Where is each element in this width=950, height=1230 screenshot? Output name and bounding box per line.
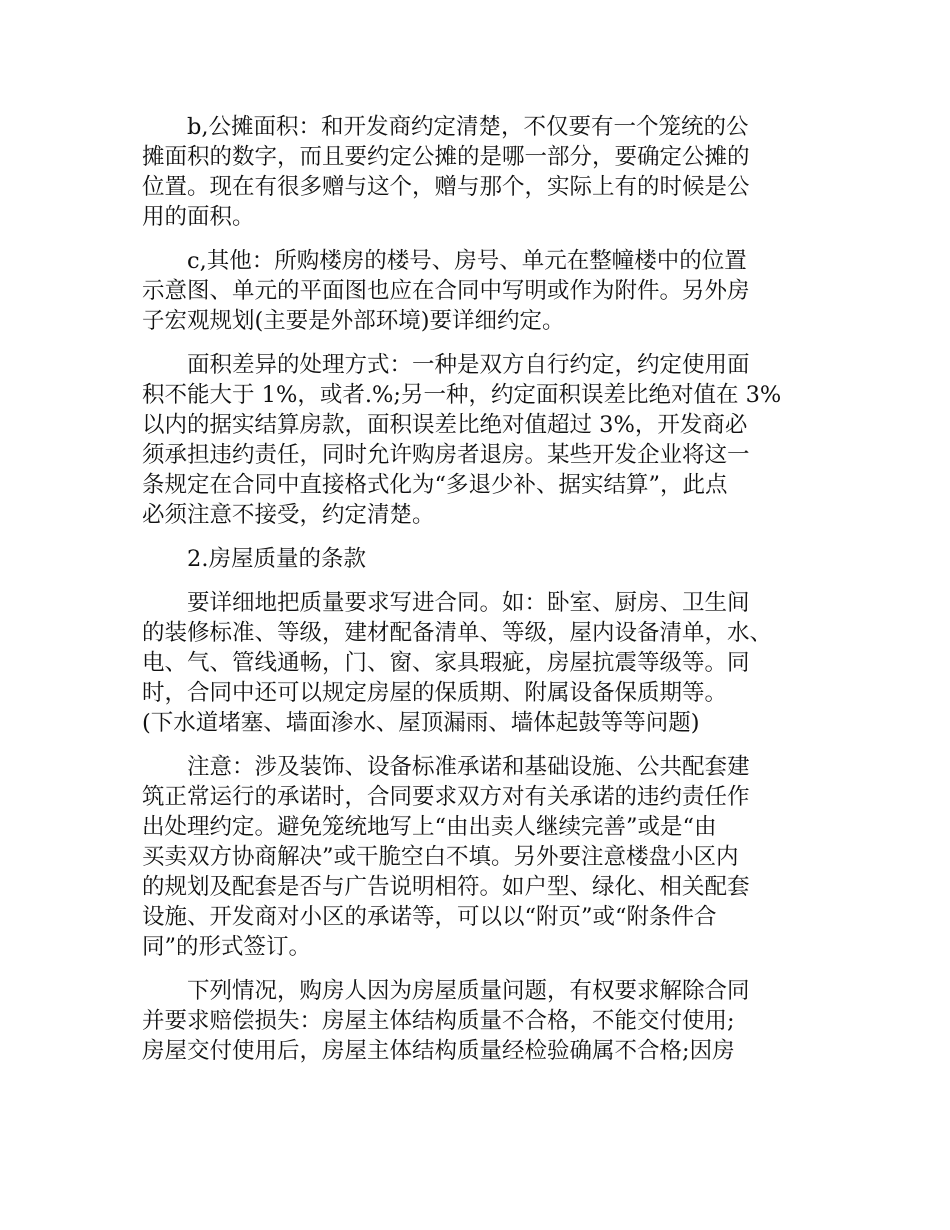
- text-line: 用的面积。: [142, 204, 255, 230]
- text-line: 以内的据实结算房款，面积误差比绝对值超过 3%，开发商必: [142, 412, 748, 438]
- text-line: 下列情况，购房人因为房屋质量问题，有权要求解除合同: [187, 978, 750, 1004]
- text-line: c,其他：所购楼房的楼号、房号、单元在整幢楼中的位置: [187, 248, 747, 274]
- text-line: 摊面积的数字，而且要约定公摊的是哪一部分，要确定公摊的: [142, 144, 750, 170]
- text-line: 位置。现在有很多赠与这个，赠与那个，实际上有的时候是公: [142, 174, 750, 200]
- section-heading: 2.房屋质量的条款: [187, 546, 366, 572]
- paragraph-shared-area: [142, 112, 822, 232]
- text-line: 电、气、管线通畅，门、窗、家具瑕疵，房屋抗震等级等。同: [142, 650, 750, 676]
- text-line: 面积差异的处理方式：一种是双方自行约定，约定使用面: [187, 352, 750, 378]
- text-line: 示意图、单元的平面图也应在合同中写明或作为附件。另外房: [142, 278, 750, 304]
- text-line: 出处理约定。避免笼统地写上“由出卖人继续完善”或是“由: [142, 814, 717, 840]
- text-line: b,公摊面积：和开发商约定清楚，不仅要有一个笼统的公: [187, 114, 749, 140]
- text-line: 注意：涉及装饰、设备标准承诺和基础设施、公共配套建: [187, 754, 750, 780]
- text-line: 须承担违约责任，同时允许购房者退房。某些开发企业将这一: [142, 442, 750, 468]
- paragraph-note: [142, 752, 822, 962]
- text-line: 的规划及配套是否与广告说明相符。如户型、绿化、相关配套: [142, 874, 750, 900]
- text-line: 条规定在合同中直接格式化为“多退少补、据实结算”，此点: [142, 472, 728, 498]
- text-line: 必须注意不接受，约定清楚。: [142, 502, 435, 528]
- section-heading-housing-quality: [142, 544, 822, 574]
- paragraph-other: [142, 246, 822, 336]
- text-line: 同”的形式签订。: [142, 934, 312, 960]
- paragraph-area-difference: [142, 350, 822, 530]
- document-body: [142, 112, 822, 1080]
- text-line: 房屋交付使用后，房屋主体结构质量经检验确属不合格;因房: [142, 1038, 735, 1064]
- text-line: 买卖双方协商解决”或干脆空白不填。另外要注意楼盘小区内: [142, 844, 739, 870]
- text-line: 并要求赔偿损失：房屋主体结构质量不合格，不能交付使用;: [142, 1008, 735, 1034]
- paragraph-termination-rights: [142, 976, 822, 1066]
- paragraph-quality-requirements: [142, 588, 822, 738]
- text-line: (下水道堵塞、墙面渗水、屋顶漏雨、墙体起鼓等等问题): [142, 710, 700, 736]
- text-line: 要详细地把质量要求写进合同。如：卧室、厨房、卫生间: [187, 590, 750, 616]
- text-line: 时，合同中还可以规定房屋的保质期、附属设备保质期等。: [142, 680, 728, 706]
- text-line: 子宏观规划(主要是外部环境)要详细约定。: [142, 308, 565, 334]
- text-line: 的装修标准、等级，建材配备清单、等级，屋内设备清单，水、: [142, 620, 773, 646]
- text-line: 设施、开发商对小区的承诺等，可以以“附页”或“附条件合: [142, 904, 717, 930]
- text-line: 筑正常运行的承诺时，合同要求双方对有关承诺的违约责任作: [142, 784, 750, 810]
- text-line: 积不能大于 1%，或者.%;另一种，约定面积误差比绝对值在 3%: [142, 382, 782, 408]
